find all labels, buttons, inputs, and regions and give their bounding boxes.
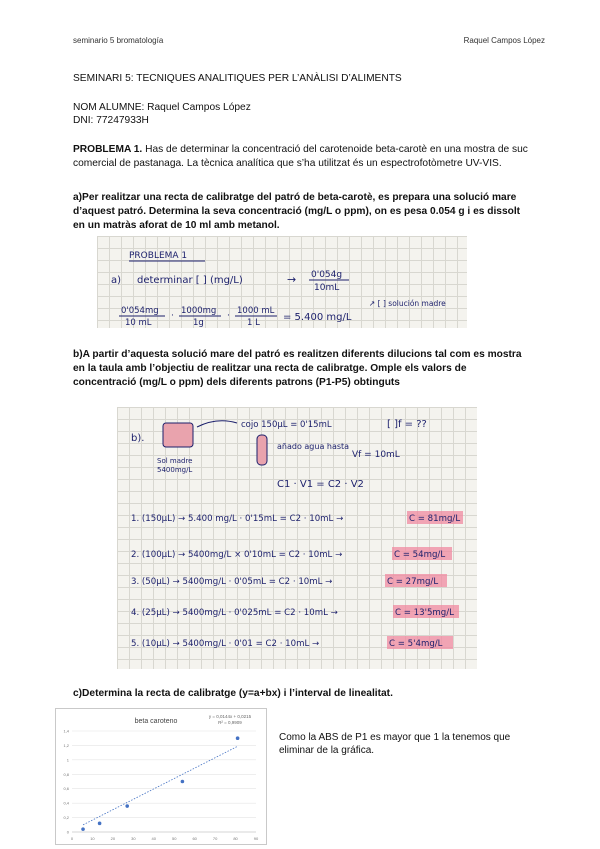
- y-tick-label: 1,2: [63, 742, 69, 748]
- x-tick-label: 20: [110, 836, 116, 841]
- chart-title: beta caroteno: [134, 718, 178, 725]
- question-a-line-2: d’aquest patró. Determina la seva concentració (mg/L o ppm), on es pesa 0.054 g i es dissolt: [73, 206, 521, 217]
- svg-text:·: ·: [227, 311, 230, 321]
- x-tick-label: 90: [253, 836, 259, 841]
- dilution-row-1-result: C = 81mg/L: [409, 514, 461, 524]
- dilution-row-4-left: 4. (25µL) → 5400mg/L · 0'025mL = C2 · 10mL →: [131, 608, 338, 618]
- dilution-row-1: [131, 511, 463, 524]
- note-a-side: ↗ [ ] solución madre: [369, 299, 446, 308]
- dilution-row-5-result: C = 5'4mg/L: [389, 639, 443, 649]
- x-tick-label: 40: [151, 836, 157, 841]
- data-point: [81, 827, 85, 831]
- y-tick-label: 1,4: [63, 728, 69, 734]
- note-a-f2-bottom: 1g: [193, 318, 204, 328]
- handwritten-note-a: [97, 236, 467, 328]
- trendline: [83, 746, 238, 825]
- note-a-heading: PROBLEMA 1: [129, 251, 188, 261]
- note-b-formula: C1 · V1 = C2 · V2: [277, 479, 364, 490]
- x-tick-label: 50: [171, 836, 177, 841]
- x-tick-label: 60: [192, 836, 197, 841]
- svg-text:·: ·: [171, 311, 174, 321]
- question-b-line-3: concentració (mg/L o ppm) dels diferents patrons (P1-P5) obtinguts: [73, 377, 400, 388]
- chart-note: [279, 731, 549, 757]
- problem-line-2: comercial de pastanaga. La tècnica analítica que s’ha utilitzat és un espectrofotòmetre UV-VIS.: [73, 158, 502, 169]
- data-point: [125, 804, 129, 808]
- problem-label: PROBLEMA 1.: [73, 144, 143, 155]
- note-a-f1-bottom: 10 mL: [125, 318, 152, 328]
- dilution-row-4-result: C = 13'5mg/L: [395, 608, 454, 618]
- dilution-row-4: [131, 605, 459, 618]
- y-tick-label: 0,6: [63, 786, 69, 792]
- note-a-f3-bottom: 1 L: [247, 318, 260, 328]
- y-tick-label: 0,8: [63, 771, 69, 777]
- note-a-row1-arrow: →: [287, 273, 297, 286]
- question-a-line-1: a)Per realitzar una recta de calibratge del patró de beta-carotè, es prepara una solució mare: [73, 192, 517, 203]
- note-b-vf: Vf = 10mL: [352, 450, 400, 460]
- y-tick-label: 1: [66, 757, 69, 763]
- student-dni: DNI: 77247933H: [73, 115, 149, 126]
- note-a-row1-text: determinar [ ] (mg/L): [137, 275, 243, 286]
- stock-beaker-icon: [163, 423, 193, 447]
- note-a-row1-frac-top: 0'054g: [311, 270, 343, 280]
- dilution-row-3-result: C = 27mg/L: [387, 577, 439, 587]
- note-a-f2-top: 1000mg: [181, 306, 217, 316]
- dilution-row-5-left: 5. (10µL) → 5400mg/L · 0'01 = C2 · 10mL →: [131, 639, 320, 649]
- question-b-line-2: en la taula amb l’objectiu de realitzar una recta de calibratge. Omple els valors de: [73, 363, 467, 374]
- dilution-row-5: [131, 636, 453, 649]
- x-tick-label: 80: [233, 836, 238, 841]
- data-point: [236, 736, 240, 740]
- problem-line-1: [73, 143, 543, 156]
- dilution-row-2-left: 2. (100µL) → 5400mg/L × 0'10mL = C2 · 10mL →: [131, 550, 343, 560]
- note-b-top-text: cojo 150µL = 0'15mL: [241, 420, 332, 430]
- test-tube-icon: [257, 435, 267, 465]
- note-a-row1-label: a): [111, 275, 122, 286]
- x-tick-label: 30: [131, 836, 136, 841]
- question-a-line-3: en un matràs aforat de 10 ml amb metanol.: [73, 220, 280, 231]
- dilution-row-3: [131, 574, 447, 587]
- note-b-added: añado agua hasta: [277, 442, 350, 451]
- handwritten-note-b: [117, 407, 477, 669]
- data-point: [181, 780, 185, 784]
- note-a-f3-top: 1000 mL: [237, 306, 275, 316]
- document-title: SEMINARI 5: TECNIQUES ANALITIQUES PER L’ANÀLISI D’ALIMENTS: [73, 73, 402, 84]
- x-tick-label: 10: [90, 836, 95, 841]
- calibration-chart: [55, 708, 267, 845]
- note-b-stock-2: 5400mg/L: [157, 466, 193, 474]
- dilution-row-2: [131, 547, 452, 560]
- x-tick-label: 0: [70, 836, 74, 841]
- dilution-row-3-left: 3. (50µL) → 5400mg/L · 0'05mL = C2 · 10mL →: [131, 577, 333, 587]
- question-b-line-1: b)A partir d’aquesta solució mare del patró es realitzen diferents dilucions tal com es mostra: [73, 349, 522, 360]
- chart-equation: y = 0,0144x + 0,0215: [208, 714, 252, 719]
- header-left: seminario 5 bromatología: [73, 36, 164, 45]
- chart-note-line-2: eliminar de la gráfica.: [279, 745, 375, 756]
- note-b-target: [ ]f = ??: [387, 419, 427, 430]
- dilution-row-2-result: C = 54mg/L: [394, 550, 446, 560]
- y-tick-label: 0,2: [63, 815, 69, 821]
- dilution-row-1-left: 1. (150µL) → 5.400 mg/L · 0'15mL = C2 · 10mL →: [131, 514, 344, 524]
- header-right: Raquel Campos López: [463, 36, 545, 45]
- note-a-row1-frac-bottom: 10mL: [314, 283, 340, 293]
- student-name: NOM ALUMNE: Raquel Campos López: [73, 102, 251, 113]
- y-tick-label: 0,4: [63, 800, 69, 806]
- problem-text-1: Has de determinar la concentració del carotenoide beta-carotè en una mostra de suc: [142, 144, 528, 155]
- question-c-line-1: c)Determina la recta de calibratge (y=a+bx) i l’interval de linealitat.: [73, 688, 393, 699]
- chart-r2: R² = 0,9909: [218, 720, 242, 725]
- note-b-stock-1: Sol madre: [157, 457, 193, 465]
- note-a-result: = 5.400 mg/L: [283, 312, 352, 323]
- note-b-label: b).: [131, 433, 145, 444]
- chart-svg: [56, 709, 266, 844]
- y-tick-label: 0: [66, 829, 69, 835]
- chart-note-line-1: Como la ABS de P1 es mayor que 1 la tenemos que: [279, 732, 511, 743]
- x-tick-label: 70: [212, 836, 218, 841]
- data-point: [98, 822, 102, 826]
- note-a-f1-top: 0'054mg: [121, 306, 159, 316]
